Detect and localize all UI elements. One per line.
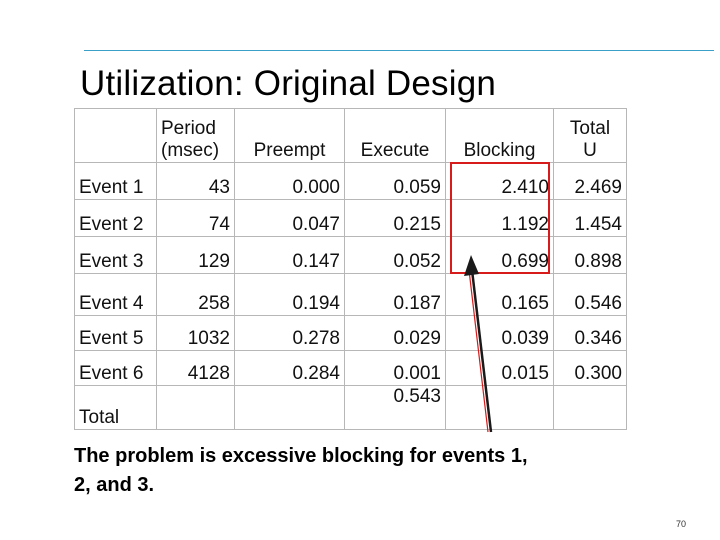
header-blocking: Blocking	[446, 109, 554, 163]
note-text	[74, 442, 634, 500]
row-preempt: 0.194	[235, 274, 345, 316]
row-event-label: Event 4	[75, 274, 157, 316]
total-execute: 0.543	[345, 386, 446, 430]
row-period: 258	[157, 274, 235, 316]
row-event-label: Event 1	[75, 163, 157, 200]
row-total: 1.454	[554, 200, 627, 237]
row-blocking: 0.165	[446, 274, 554, 316]
row-blocking: 0.015	[446, 351, 554, 386]
row-period: 1032	[157, 316, 235, 351]
row-total: 0.346	[554, 316, 627, 351]
row-execute: 0.059	[345, 163, 446, 200]
header-period: Period (msec)	[157, 109, 235, 163]
row-period: 129	[157, 237, 235, 274]
row-preempt: 0.147	[235, 237, 345, 274]
header-preempt: Preempt	[235, 109, 345, 163]
slide-title: Utilization: Original Design	[80, 64, 497, 103]
row-event-label: Event 2	[75, 200, 157, 237]
row-total: 0.898	[554, 237, 627, 274]
row-event-label: Event 3	[75, 237, 157, 274]
note-line-1: The problem is excessive blocking for events 1,	[74, 445, 528, 467]
row-period: 43	[157, 163, 235, 200]
page-number: 70	[676, 519, 687, 529]
row-blocking: 2.410	[446, 163, 554, 200]
row-blocking: 1.192	[446, 200, 554, 237]
row-preempt: 0.047	[235, 200, 345, 237]
arrow-head	[464, 255, 479, 276]
row-event-label: Event 6	[75, 351, 157, 386]
row-period: 4128	[157, 351, 235, 386]
header-total: Total U	[554, 109, 627, 163]
row-preempt: 0.278	[235, 316, 345, 351]
row-execute: 0.187	[345, 274, 446, 316]
note-line-2: 2, and 3.	[74, 474, 155, 496]
header-execute: Execute	[345, 109, 446, 163]
row-execute: 0.001	[345, 351, 446, 386]
arrow-shaft	[472, 270, 491, 432]
row-total: 0.546	[554, 274, 627, 316]
row-preempt: 0.000	[235, 163, 345, 200]
row-total: 0.300	[554, 351, 627, 386]
row-blocking: 0.699	[446, 237, 554, 274]
row-blocking: 0.039	[446, 316, 554, 351]
arrow-shaft-accent	[469, 270, 488, 432]
row-execute: 0.215	[345, 200, 446, 237]
row-event-label: Event 5	[75, 316, 157, 351]
row-total: 2.469	[554, 163, 627, 200]
row-preempt: 0.284	[235, 351, 345, 386]
row-period: 74	[157, 200, 235, 237]
row-execute: 0.029	[345, 316, 446, 351]
total-label: Total	[75, 386, 157, 430]
row-execute: 0.052	[345, 237, 446, 274]
